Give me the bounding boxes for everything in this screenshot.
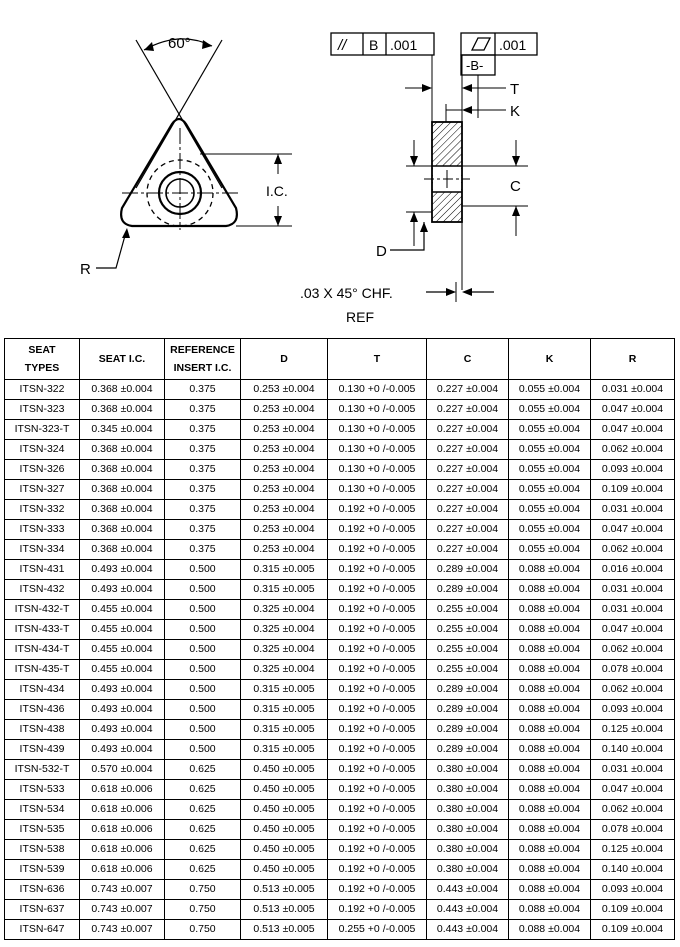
cell-r: 0.062 ±0.004 (591, 640, 675, 660)
cell-seat-ic: 0.493 ±0.004 (80, 720, 165, 740)
parallelism-control-frame (331, 33, 434, 55)
cell-c: 0.227 ±0.004 (427, 460, 509, 480)
seat-spec-table (4, 338, 675, 940)
table-row (5, 900, 675, 920)
cell-d: 0.253 ±0.004 (241, 440, 328, 460)
cell-c: 0.443 ±0.004 (427, 920, 509, 940)
cell-c: 0.227 ±0.004 (427, 520, 509, 540)
cell-r: 0.078 ±0.004 (591, 820, 675, 840)
cell-reference-ic: 0.500 (165, 740, 241, 760)
header-reference-insert-ic: REFERENCE INSERT I.C. (165, 339, 241, 380)
table-header-row (5, 339, 675, 380)
cell-t: 0.192 +0 /-0.005 (328, 880, 427, 900)
table-row (5, 760, 675, 780)
cell-t: 0.192 +0 /-0.005 (328, 620, 427, 640)
cell-seat-ic: 0.743 ±0.007 (80, 880, 165, 900)
cell-r: 0.031 ±0.004 (591, 580, 675, 600)
cell-seat-ic: 0.455 ±0.004 (80, 600, 165, 620)
cell-seat-ic: 0.618 ±0.006 (80, 860, 165, 880)
cell-reference-ic: 0.375 (165, 420, 241, 440)
table-row (5, 480, 675, 500)
cell-t: 0.192 +0 /-0.005 (328, 540, 427, 560)
cell-seat-type: ITSN-539 (5, 860, 80, 880)
fcf-parallel-value: .001 (390, 37, 418, 53)
cell-t: 0.192 +0 /-0.005 (328, 680, 427, 700)
cell-seat-ic: 0.368 ±0.004 (80, 460, 165, 480)
cell-t: 0.192 +0 /-0.005 (328, 700, 427, 720)
cell-seat-type: ITSN-434-T (5, 640, 80, 660)
header-seat-ic: SEAT I.C. (80, 339, 165, 380)
c-label: C (510, 178, 521, 195)
cell-reference-ic: 0.375 (165, 440, 241, 460)
cell-reference-ic: 0.500 (165, 660, 241, 680)
table-row (5, 920, 675, 940)
cell-r: 0.062 ±0.004 (591, 800, 675, 820)
table-row (5, 820, 675, 840)
cell-d: 0.315 ±0.005 (241, 580, 328, 600)
cell-seat-type: ITSN-332 (5, 500, 80, 520)
cell-seat-ic: 0.368 ±0.004 (80, 520, 165, 540)
cell-seat-ic: 0.618 ±0.006 (80, 840, 165, 860)
cell-k: 0.055 ±0.004 (509, 460, 591, 480)
cell-r: 0.016 ±0.004 (591, 560, 675, 580)
cell-t: 0.130 +0 /-0.005 (328, 460, 427, 480)
cell-c: 0.380 ±0.004 (427, 820, 509, 840)
cell-k: 0.055 ±0.004 (509, 540, 591, 560)
cell-d: 0.253 ±0.004 (241, 540, 328, 560)
cell-seat-ic: 0.493 ±0.004 (80, 700, 165, 720)
cell-seat-type: ITSN-432 (5, 580, 80, 600)
cell-r: 0.093 ±0.004 (591, 880, 675, 900)
t-label: T (510, 81, 520, 98)
cell-k: 0.088 ±0.004 (509, 660, 591, 680)
cell-c: 0.443 ±0.004 (427, 880, 509, 900)
cell-t: 0.192 +0 /-0.005 (328, 740, 427, 760)
cell-seat-type: ITSN-432-T (5, 600, 80, 620)
cell-t: 0.192 +0 /-0.005 (328, 820, 427, 840)
cell-c: 0.289 ±0.004 (427, 580, 509, 600)
cell-reference-ic: 0.500 (165, 640, 241, 660)
cell-reference-ic: 0.625 (165, 860, 241, 880)
cell-seat-type: ITSN-435-T (5, 660, 80, 680)
cell-c: 0.227 ±0.004 (427, 420, 509, 440)
cell-c: 0.289 ±0.004 (427, 700, 509, 720)
cell-t: 0.192 +0 /-0.005 (328, 860, 427, 880)
cell-r: 0.031 ±0.004 (591, 600, 675, 620)
cell-t: 0.192 +0 /-0.005 (328, 640, 427, 660)
cell-seat-ic: 0.368 ±0.004 (80, 400, 165, 420)
angle-label: 60° (168, 35, 191, 52)
cell-d: 0.513 ±0.005 (241, 880, 328, 900)
table-row (5, 640, 675, 660)
cell-r: 0.093 ±0.004 (591, 700, 675, 720)
cell-t: 0.192 +0 /-0.005 (328, 780, 427, 800)
cell-seat-ic: 0.345 ±0.004 (80, 420, 165, 440)
cell-t: 0.192 +0 /-0.005 (328, 760, 427, 780)
cell-r: 0.047 ±0.004 (591, 620, 675, 640)
cell-r: 0.031 ±0.004 (591, 380, 675, 400)
cell-r: 0.140 ±0.004 (591, 740, 675, 760)
cell-r: 0.047 ±0.004 (591, 780, 675, 800)
cell-k: 0.088 ±0.004 (509, 840, 591, 860)
cell-k: 0.088 ±0.004 (509, 920, 591, 940)
cell-seat-type: ITSN-532-T (5, 760, 80, 780)
cell-t: 0.130 +0 /-0.005 (328, 480, 427, 500)
header-c: C (427, 339, 509, 380)
table-row (5, 500, 675, 520)
cell-seat-ic: 0.493 ±0.004 (80, 680, 165, 700)
cell-d: 0.325 ±0.004 (241, 640, 328, 660)
cell-c: 0.289 ±0.004 (427, 560, 509, 580)
table-row (5, 380, 675, 400)
cell-t: 0.255 +0 /-0.005 (328, 920, 427, 940)
cell-k: 0.088 ±0.004 (509, 620, 591, 640)
cell-d: 0.253 ±0.004 (241, 420, 328, 440)
cell-r: 0.062 ±0.004 (591, 440, 675, 460)
cell-d: 0.315 ±0.005 (241, 560, 328, 580)
cell-t: 0.130 +0 /-0.005 (328, 400, 427, 420)
cell-reference-ic: 0.625 (165, 820, 241, 840)
cell-r: 0.062 ±0.004 (591, 680, 675, 700)
cell-seat-type: ITSN-535 (5, 820, 80, 840)
cell-seat-ic: 0.368 ±0.004 (80, 500, 165, 520)
cell-t: 0.192 +0 /-0.005 (328, 720, 427, 740)
cell-t: 0.192 +0 /-0.005 (328, 500, 427, 520)
cell-d: 0.253 ±0.004 (241, 460, 328, 480)
cell-k: 0.088 ±0.004 (509, 680, 591, 700)
cell-k: 0.088 ±0.004 (509, 700, 591, 720)
cell-c: 0.380 ±0.004 (427, 840, 509, 860)
cell-d: 0.315 ±0.005 (241, 740, 328, 760)
cell-t: 0.192 +0 /-0.005 (328, 600, 427, 620)
chamfer-label: .03 X 45° CHF. (300, 285, 393, 301)
cell-c: 0.227 ±0.004 (427, 440, 509, 460)
cell-reference-ic: 0.500 (165, 720, 241, 740)
cell-k: 0.088 ±0.004 (509, 880, 591, 900)
cell-k: 0.088 ±0.004 (509, 820, 591, 840)
cell-t: 0.192 +0 /-0.005 (328, 800, 427, 820)
cell-k: 0.055 ±0.004 (509, 380, 591, 400)
cell-c: 0.227 ±0.004 (427, 480, 509, 500)
cell-k: 0.088 ±0.004 (509, 900, 591, 920)
header-seat-types: SEAT TYPES (5, 339, 80, 380)
cell-k: 0.055 ±0.004 (509, 520, 591, 540)
table-row (5, 660, 675, 680)
datum-label: -B- (466, 58, 484, 73)
cell-d: 0.450 ±0.005 (241, 800, 328, 820)
cell-r: 0.031 ±0.004 (591, 760, 675, 780)
cell-d: 0.450 ±0.005 (241, 760, 328, 780)
top-view (96, 39, 292, 268)
cell-c: 0.227 ±0.004 (427, 500, 509, 520)
cell-reference-ic: 0.750 (165, 920, 241, 940)
table-row (5, 400, 675, 420)
cell-d: 0.253 ±0.004 (241, 400, 328, 420)
cell-reference-ic: 0.375 (165, 500, 241, 520)
cell-t: 0.192 +0 /-0.005 (328, 580, 427, 600)
cell-r: 0.031 ±0.004 (591, 500, 675, 520)
table-row (5, 880, 675, 900)
cell-k: 0.088 ±0.004 (509, 580, 591, 600)
cell-k: 0.088 ±0.004 (509, 720, 591, 740)
cell-t: 0.192 +0 /-0.005 (328, 840, 427, 860)
cell-k: 0.088 ±0.004 (509, 600, 591, 620)
cell-c: 0.380 ±0.004 (427, 780, 509, 800)
cell-reference-ic: 0.750 (165, 880, 241, 900)
table-row (5, 840, 675, 860)
table-row (5, 440, 675, 460)
cell-k: 0.088 ±0.004 (509, 640, 591, 660)
cell-c: 0.380 ±0.004 (427, 760, 509, 780)
table-body (5, 380, 675, 940)
cell-seat-type: ITSN-438 (5, 720, 80, 740)
cell-d: 0.325 ±0.004 (241, 620, 328, 640)
table-row (5, 800, 675, 820)
table-row (5, 780, 675, 800)
cell-seat-type: ITSN-334 (5, 540, 80, 560)
cell-seat-type: ITSN-439 (5, 740, 80, 760)
cell-t: 0.192 +0 /-0.005 (328, 520, 427, 540)
cell-k: 0.088 ±0.004 (509, 760, 591, 780)
cell-seat-type: ITSN-436 (5, 700, 80, 720)
cell-seat-ic: 0.455 ±0.004 (80, 620, 165, 640)
cell-seat-type: ITSN-647 (5, 920, 80, 940)
table-row (5, 620, 675, 640)
cell-d: 0.450 ±0.005 (241, 860, 328, 880)
cell-seat-type: ITSN-534 (5, 800, 80, 820)
ref-label: REF (346, 309, 374, 325)
cell-t: 0.192 +0 /-0.005 (328, 660, 427, 680)
cell-seat-ic: 0.368 ±0.004 (80, 380, 165, 400)
cell-c: 0.289 ±0.004 (427, 740, 509, 760)
table-row (5, 560, 675, 580)
cell-r: 0.140 ±0.004 (591, 860, 675, 880)
fcf-parallel-symbol: // (338, 37, 347, 54)
cell-c: 0.255 ±0.004 (427, 620, 509, 640)
cell-seat-ic: 0.455 ±0.004 (80, 660, 165, 680)
cell-seat-ic: 0.493 ±0.004 (80, 740, 165, 760)
cell-d: 0.450 ±0.005 (241, 840, 328, 860)
cell-c: 0.255 ±0.004 (427, 660, 509, 680)
cell-r: 0.109 ±0.004 (591, 920, 675, 940)
cell-seat-type: ITSN-324 (5, 440, 80, 460)
cell-c: 0.255 ±0.004 (427, 640, 509, 660)
cell-t: 0.192 +0 /-0.005 (328, 560, 427, 580)
cell-seat-ic: 0.618 ±0.006 (80, 820, 165, 840)
cell-reference-ic: 0.500 (165, 700, 241, 720)
cell-seat-ic: 0.368 ±0.004 (80, 540, 165, 560)
cell-r: 0.047 ±0.004 (591, 400, 675, 420)
cell-seat-type: ITSN-327 (5, 480, 80, 500)
cell-reference-ic: 0.500 (165, 620, 241, 640)
table-row (5, 520, 675, 540)
cell-k: 0.088 ±0.004 (509, 560, 591, 580)
cell-seat-type: ITSN-434 (5, 680, 80, 700)
header-k: K (509, 339, 591, 380)
cell-reference-ic: 0.500 (165, 580, 241, 600)
header-t: T (328, 339, 427, 380)
cell-seat-ic: 0.743 ±0.007 (80, 920, 165, 940)
seat-technical-drawing (0, 0, 680, 335)
k-label: K (510, 103, 521, 120)
cell-seat-type: ITSN-636 (5, 880, 80, 900)
cell-seat-ic: 0.618 ±0.006 (80, 780, 165, 800)
r-label: R (80, 261, 91, 278)
cell-seat-type: ITSN-637 (5, 900, 80, 920)
cell-reference-ic: 0.500 (165, 600, 241, 620)
cell-t: 0.130 +0 /-0.005 (328, 420, 427, 440)
cell-seat-type: ITSN-433-T (5, 620, 80, 640)
table-row (5, 700, 675, 720)
cell-d: 0.513 ±0.005 (241, 900, 328, 920)
cell-reference-ic: 0.625 (165, 800, 241, 820)
cell-k: 0.088 ±0.004 (509, 860, 591, 880)
cell-r: 0.078 ±0.004 (591, 660, 675, 680)
cell-seat-type: ITSN-326 (5, 460, 80, 480)
fcf-parallel-datum: B (369, 37, 379, 53)
cell-k: 0.088 ±0.004 (509, 780, 591, 800)
cell-r: 0.125 ±0.004 (591, 840, 675, 860)
cell-t: 0.192 +0 /-0.005 (328, 900, 427, 920)
cell-d: 0.253 ±0.004 (241, 380, 328, 400)
cell-seat-ic: 0.493 ±0.004 (80, 580, 165, 600)
cell-k: 0.088 ±0.004 (509, 800, 591, 820)
table-row (5, 540, 675, 560)
cell-d: 0.325 ±0.004 (241, 660, 328, 680)
cell-seat-ic: 0.455 ±0.004 (80, 640, 165, 660)
table-row (5, 720, 675, 740)
cell-d: 0.315 ±0.005 (241, 720, 328, 740)
cell-r: 0.047 ±0.004 (591, 420, 675, 440)
cell-seat-ic: 0.368 ±0.004 (80, 440, 165, 460)
cell-k: 0.055 ±0.004 (509, 500, 591, 520)
cell-reference-ic: 0.625 (165, 780, 241, 800)
cell-t: 0.130 +0 /-0.005 (328, 440, 427, 460)
table-row (5, 680, 675, 700)
cell-c: 0.380 ±0.004 (427, 860, 509, 880)
cell-c: 0.443 ±0.004 (427, 900, 509, 920)
cell-reference-ic: 0.375 (165, 460, 241, 480)
table-row (5, 740, 675, 760)
table-row (5, 460, 675, 480)
cell-r: 0.047 ±0.004 (591, 520, 675, 540)
cell-reference-ic: 0.500 (165, 560, 241, 580)
cell-c: 0.289 ±0.004 (427, 720, 509, 740)
ic-label: I.C. (266, 183, 288, 199)
cell-reference-ic: 0.625 (165, 760, 241, 780)
cell-k: 0.088 ±0.004 (509, 740, 591, 760)
d-label: D (376, 243, 387, 260)
cell-seat-type: ITSN-538 (5, 840, 80, 860)
cell-d: 0.315 ±0.005 (241, 680, 328, 700)
table-row (5, 600, 675, 620)
table-row (5, 580, 675, 600)
cell-reference-ic: 0.375 (165, 540, 241, 560)
cell-d: 0.253 ±0.004 (241, 500, 328, 520)
cell-c: 0.289 ±0.004 (427, 680, 509, 700)
cell-seat-type: ITSN-323-T (5, 420, 80, 440)
cell-d: 0.315 ±0.005 (241, 700, 328, 720)
cell-d: 0.253 ±0.004 (241, 480, 328, 500)
cell-d: 0.450 ±0.005 (241, 780, 328, 800)
cell-seat-ic: 0.618 ±0.006 (80, 800, 165, 820)
cell-reference-ic: 0.625 (165, 840, 241, 860)
cell-k: 0.055 ±0.004 (509, 420, 591, 440)
fcf-flat-value: .001 (499, 37, 527, 53)
cell-reference-ic: 0.375 (165, 480, 241, 500)
cell-seat-ic: 0.368 ±0.004 (80, 480, 165, 500)
cell-r: 0.093 ±0.004 (591, 460, 675, 480)
cell-r: 0.109 ±0.004 (591, 480, 675, 500)
cell-d: 0.513 ±0.005 (241, 920, 328, 940)
cell-r: 0.109 ±0.004 (591, 900, 675, 920)
cell-r: 0.125 ±0.004 (591, 720, 675, 740)
cell-seat-ic: 0.570 ±0.004 (80, 760, 165, 780)
table-row (5, 860, 675, 880)
header-d: D (241, 339, 328, 380)
cell-seat-type: ITSN-431 (5, 560, 80, 580)
cell-seat-type: ITSN-322 (5, 380, 80, 400)
cell-reference-ic: 0.750 (165, 900, 241, 920)
cell-d: 0.253 ±0.004 (241, 520, 328, 540)
cell-seat-type: ITSN-323 (5, 400, 80, 420)
cell-seat-ic: 0.493 ±0.004 (80, 560, 165, 580)
cell-reference-ic: 0.500 (165, 680, 241, 700)
cell-c: 0.255 ±0.004 (427, 600, 509, 620)
cell-seat-type: ITSN-533 (5, 780, 80, 800)
cell-t: 0.130 +0 /-0.005 (328, 380, 427, 400)
cell-c: 0.227 ±0.004 (427, 540, 509, 560)
cell-c: 0.227 ±0.004 (427, 380, 509, 400)
cell-r: 0.062 ±0.004 (591, 540, 675, 560)
table-row (5, 420, 675, 440)
side-view (390, 55, 528, 302)
cell-reference-ic: 0.375 (165, 380, 241, 400)
cell-reference-ic: 0.375 (165, 520, 241, 540)
cell-k: 0.055 ±0.004 (509, 480, 591, 500)
cell-seat-ic: 0.743 ±0.007 (80, 900, 165, 920)
cell-d: 0.450 ±0.005 (241, 820, 328, 840)
cell-seat-type: ITSN-333 (5, 520, 80, 540)
cell-c: 0.227 ±0.004 (427, 400, 509, 420)
cell-d: 0.325 ±0.004 (241, 600, 328, 620)
cell-k: 0.055 ±0.004 (509, 440, 591, 460)
header-r: R (591, 339, 675, 380)
cell-k: 0.055 ±0.004 (509, 400, 591, 420)
cell-c: 0.380 ±0.004 (427, 800, 509, 820)
cell-reference-ic: 0.375 (165, 400, 241, 420)
